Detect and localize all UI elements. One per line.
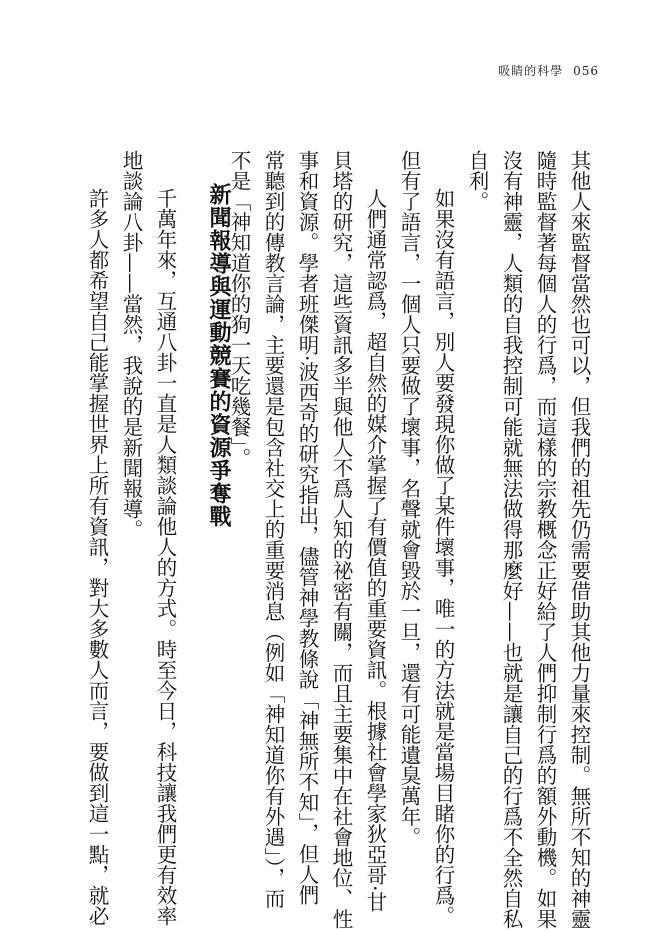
text-column-1: 其他人來監督當然也可以，但我們的祖先仍需要借助其他力量來控制。無所不知的神靈 xyxy=(567,150,591,929)
text-column-4: 自利。 xyxy=(465,150,489,212)
section-heading: 新聞報導與運動競賽的資源爭奪戰 xyxy=(206,183,232,528)
text-column-6: 但有了語言，一個人只要做了壞事，名聲就會毀於一旦，還有可能遺臭萬年。 xyxy=(397,150,421,847)
text-column-12: 千萬年來，互通八卦一直是人類談論他人的方式。時至今日，科技讓我們更有效率 xyxy=(153,188,177,926)
text-column-10: 常聽到的傳教言論，主要還是包含社交上的重要消息（例如「神知道你有外遇」），而 xyxy=(261,150,285,909)
text-column-3: 沒有神靈，人類的自我控制可能就無法做得那麼好——也就是讓自己的行爲不全然自私 xyxy=(499,150,523,929)
text-column-2: 隨時監督著每個人的行爲，而這樣的宗教概念正好給了人們抑制行爲的額外動機。如果 xyxy=(533,150,557,929)
running-header xyxy=(498,62,599,79)
text-column-5: 如果沒有語言，別人要發現你做了某件壞事，唯一的方法就是當場目睹你的行爲。 xyxy=(431,188,455,926)
text-column-11: 不是「神知道你的狗一天吃幾餐」。 xyxy=(227,150,251,468)
text-column-7: 人們通常認爲，超自然的媒介掌握了有價值的重要資訊。根據社會學家狄亞哥·甘 xyxy=(363,188,387,913)
text-column-8: 貝塔的研究，這些資訊多半與他人不爲人知的祕密有關，而且主要集中在社會地位、性 xyxy=(329,150,353,929)
page-number: 056 xyxy=(573,64,599,78)
text-column-13: 地談論八卦——當然，我說的是新聞報導。 xyxy=(119,150,143,540)
book-title: 吸睛的科學 xyxy=(498,64,564,78)
text-column-9: 事和資源。學者班傑明·波西奇的研究指出，儘管神學教條說「神無所不知」，但人們 xyxy=(295,150,319,905)
text-column-14: 許多人都希望自己能掌握世界上所有資訊，對大多數人而言，要做到這一點，就必 xyxy=(85,188,109,926)
